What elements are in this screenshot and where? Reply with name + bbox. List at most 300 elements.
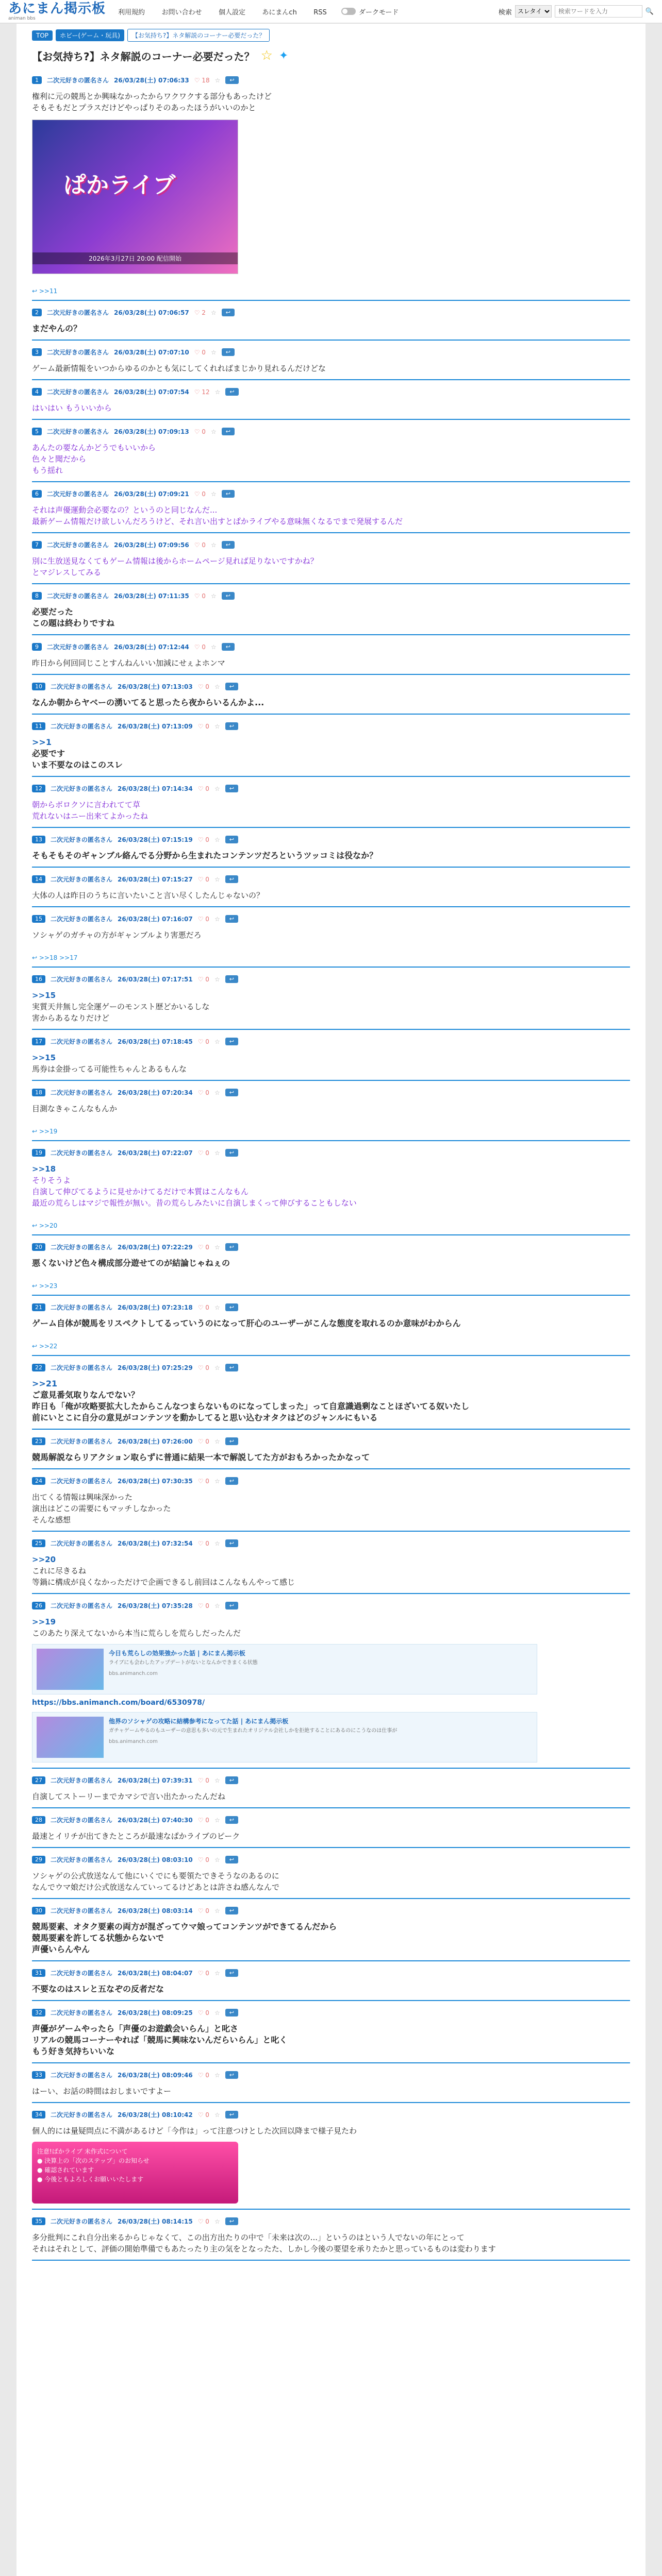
heart-icon[interactable]: ♡ 0	[197, 1038, 209, 1045]
search-label: 検索	[498, 8, 512, 16]
post-author: 二次元好きの匿名さん	[47, 592, 109, 600]
post-author: 二次元好きの匿名さん	[51, 1149, 113, 1157]
post-line: まだやんの？	[32, 324, 82, 333]
favorite-icon[interactable]: ☆	[214, 1907, 220, 1914]
post-line: 出てくる情報は興味深かった	[32, 1493, 133, 1502]
post-meta	[32, 875, 630, 884]
post-date: 26/03/28(土) 07:26:00	[118, 1438, 193, 1445]
post	[32, 2103, 630, 2210]
nav-settings[interactable]: 個人設定	[218, 8, 245, 16]
post-body	[32, 442, 630, 476]
post-author: 二次元好きの匿名さん	[51, 2218, 113, 2225]
post-line: 等鍋に構成が良くなかっただけで企画できるし前回はこんなもんやって感じ	[32, 1578, 295, 1587]
favorite-icon[interactable]: ☆	[214, 2009, 220, 2016]
post-body	[32, 91, 630, 113]
post-author: 二次元好きの匿名さん	[47, 428, 109, 435]
post-meta	[32, 835, 630, 844]
dark-mode-toggle[interactable]	[341, 7, 399, 16]
post-author: 二次元好きの匿名さん	[51, 1089, 113, 1096]
reply-links[interactable]: ↩ >>19	[32, 1128, 58, 1135]
post-image[interactable]	[32, 120, 238, 274]
reply-links[interactable]: ↩ >>18 >>17	[32, 954, 78, 961]
post-author: 二次元好きの匿名さん	[51, 1364, 113, 1371]
favorite-icon[interactable]: ☆	[214, 1539, 220, 1547]
reply-button[interactable]: ↩	[225, 76, 238, 84]
heart-icon[interactable]: ♡ 0	[194, 490, 206, 498]
heart-icon[interactable]: ♡ 0	[197, 1243, 209, 1251]
nav-contact[interactable]: お問い合わせ	[161, 8, 202, 16]
favorite-icon[interactable]: ☆	[214, 1969, 220, 1977]
reply-button[interactable]: ↩	[225, 785, 238, 792]
post-author: 二次元好きの匿名さん	[51, 976, 113, 983]
banner-line: 注意!ぱかライブ 未作式について	[37, 2148, 128, 2155]
post-number[interactable]: 12	[32, 785, 45, 792]
post-date: 26/03/28(土) 07:11:35	[114, 592, 189, 600]
post-number[interactable]: 31	[32, 1969, 45, 1977]
post-line: なんでウマ娘だけ公式放送なんていってるけどあとは許さね感んなんで	[32, 1883, 280, 1892]
post-number[interactable]: 23	[32, 1437, 45, 1445]
favorite-icon[interactable]: ☆	[214, 1149, 220, 1157]
favorite-icon[interactable]: ☆	[210, 490, 217, 498]
post-line: ソシャゲのガチャの方がギャンブルより害悪だろ	[32, 930, 202, 940]
reply-button[interactable]: ↩	[225, 1243, 238, 1251]
reply-links[interactable]: ↩ >>20	[32, 1222, 58, 1229]
post-number[interactable]: 15	[32, 915, 45, 923]
post-meta	[32, 1437, 630, 1446]
post-meta	[32, 1088, 630, 1097]
post-author: 二次元好きの匿名さん	[51, 1244, 113, 1251]
reply-anchor[interactable]: >>20	[32, 1555, 56, 1564]
heart-icon[interactable]: ♡ 0	[197, 1149, 209, 1157]
post-number[interactable]: 9	[32, 643, 42, 651]
post-number[interactable]: 27	[32, 1776, 45, 1784]
post-date: 26/03/28(土) 07:06:33	[114, 77, 189, 84]
post-body	[32, 890, 630, 901]
reply-button[interactable]: ↩	[225, 2009, 238, 2016]
post-number[interactable]: 17	[32, 1038, 45, 1045]
post-number[interactable]: 11	[32, 722, 45, 730]
favorite-icon[interactable]: ☆	[214, 1816, 220, 1824]
post-date: 26/03/28(土) 07:13:03	[118, 683, 193, 690]
nav-terms[interactable]: 利用規約	[118, 8, 145, 16]
search-scope-select[interactable]	[515, 5, 552, 18]
post-link[interactable]: https://bbs.animanch.com/board/6530978/	[32, 1699, 205, 1707]
reply-button[interactable]: ↩	[225, 1816, 238, 1824]
post-date: 26/03/28(土) 07:13:09	[118, 723, 193, 730]
reply-button[interactable]: ↩	[225, 1149, 238, 1157]
heart-icon[interactable]: ♡ 0	[194, 348, 206, 356]
heart-icon[interactable]: ♡ 0	[197, 1539, 209, 1547]
reply-links[interactable]: ↩ >>23	[32, 1282, 58, 1290]
post-number[interactable]: 32	[32, 2009, 45, 2016]
favorite-icon[interactable]: ☆	[214, 975, 220, 983]
heart-icon[interactable]: ♡ 18	[194, 76, 210, 84]
heart-icon[interactable]: ♡ 0	[194, 428, 206, 435]
heart-icon[interactable]: ♡ 12	[194, 388, 210, 396]
post-line: 実質天井無し完全運ゲーのモンスト歴どかいるしな	[32, 1002, 210, 1011]
favorite-icon[interactable]: ☆	[214, 1243, 220, 1251]
reply-anchor[interactable]: >>1	[32, 737, 52, 747]
post-date: 26/03/28(土) 07:09:56	[114, 541, 189, 549]
link-preview-desc: ガチャゲームやるのもユーザーの意思も多いの元で生まれたオリジナル会社しかを拒絶することにあるのにこうなのは仕事が	[109, 1728, 398, 1734]
reply-anchor[interactable]: >>21	[32, 1379, 58, 1388]
post-author: 二次元好きの匿名さん	[51, 1602, 113, 1609]
reply-button[interactable]: ↩	[225, 1303, 238, 1311]
heart-icon[interactable]: ♡ 0	[197, 1364, 209, 1371]
post-meta	[32, 76, 630, 84]
post-number[interactable]: 7	[32, 541, 42, 549]
reply-button[interactable]: ↩	[225, 722, 238, 730]
link-preview-title: 今日も荒らしの効果強かった話 | あにまん掲示板	[109, 1650, 245, 1657]
post-body	[32, 323, 630, 334]
heart-icon[interactable]: ♡ 0	[194, 643, 206, 651]
post-body	[32, 2125, 630, 2137]
favorite-icon[interactable]: ☆	[214, 683, 220, 690]
favorite-icon[interactable]: ☆	[210, 428, 217, 435]
post-line: 競馬要素、オタク要素の両方が混ざってウマ娘ってコンテンツができてるんだから	[32, 1922, 337, 1931]
favorite-icon[interactable]: ☆	[214, 2217, 220, 2225]
post-date: 26/03/28(土) 07:22:07	[118, 1149, 193, 1157]
favorite-icon[interactable]: ☆	[214, 1364, 220, 1371]
reply-button[interactable]: ↩	[225, 2217, 238, 2225]
post-line: あんたの要なんかどうでもいいから	[32, 443, 156, 452]
reply-button[interactable]: ↩	[225, 2111, 238, 2119]
reply-button[interactable]: ↩	[225, 1038, 238, 1045]
site-logo[interactable]	[8, 2, 106, 21]
heart-icon[interactable]: ♡ 0	[197, 2071, 209, 2079]
post-line: はーい、お話の時間はおしまいですよー	[32, 2087, 172, 2096]
heart-icon[interactable]: ♡ 0	[197, 1776, 209, 1784]
reply-button[interactable]: ↩	[222, 490, 235, 498]
post-number[interactable]: 3	[32, 348, 42, 356]
heart-icon[interactable]: ♡ 0	[194, 592, 206, 600]
post-body	[32, 1163, 630, 1209]
link-preview-text	[109, 1649, 258, 1690]
favorite-icon[interactable]: ☆	[214, 1477, 220, 1485]
heart-icon[interactable]: ♡ 0	[197, 1969, 209, 1977]
breadcrumb-category[interactable]: ホビー(ゲーム・玩具)	[56, 29, 124, 41]
favorite-icon[interactable]: ☆	[214, 722, 220, 730]
favorite-icon[interactable]: ☆	[214, 1303, 220, 1311]
post-meta	[32, 975, 630, 984]
heart-icon[interactable]: ♡ 0	[197, 2009, 209, 2016]
post-author: 二次元好きの匿名さん	[51, 1817, 113, 1824]
post	[32, 584, 630, 635]
search-input[interactable]	[555, 5, 642, 18]
post	[32, 1030, 630, 1081]
post-author: 二次元好きの匿名さん	[51, 683, 113, 690]
post-body	[32, 657, 630, 669]
post-number[interactable]: 13	[32, 836, 45, 843]
post-line: もう好き気持ちいいな	[32, 2046, 115, 2056]
post	[32, 1899, 630, 1961]
nav-rss[interactable]: RSS	[313, 8, 327, 16]
post-body	[32, 1258, 630, 1269]
heart-icon[interactable]: ♡ 2	[194, 309, 206, 316]
link-preview-title: 他界のソシャゲの攻略に結構参考になってた話 | あにまん掲示板	[109, 1718, 289, 1725]
reply-button[interactable]: ↩	[225, 1856, 238, 1863]
post-meta	[32, 1855, 630, 1864]
breadcrumb-top[interactable]: TOP	[32, 30, 53, 41]
post-number[interactable]: 25	[32, 1539, 45, 1547]
reply-button[interactable]: ↩	[225, 1539, 238, 1547]
post-number[interactable]: 35	[32, 2217, 45, 2225]
link-thumbnail	[37, 1649, 104, 1690]
favorite-icon[interactable]: ☆	[210, 309, 217, 316]
reply-button[interactable]: ↩	[225, 2071, 238, 2079]
post	[32, 380, 630, 420]
reply-button[interactable]: ↩	[225, 1364, 238, 1371]
post-line: それは声優運動会必要なの？というのと同じなんだ...	[32, 505, 218, 515]
reply-button[interactable]: ↩	[225, 1602, 238, 1609]
heart-icon[interactable]: ♡ 0	[197, 1816, 209, 1824]
reply-button[interactable]: ↩	[225, 1969, 238, 1977]
post	[32, 1769, 630, 1808]
heart-icon[interactable]: ♡ 0	[197, 722, 209, 730]
post-date: 26/03/28(土) 07:40:30	[118, 1817, 193, 1824]
heart-icon[interactable]: ♡ 0	[197, 975, 209, 983]
post-author: 二次元好きの匿名さん	[51, 1970, 113, 1977]
reply-button[interactable]: ↩	[222, 592, 235, 600]
logo-text: あにまん掲示板	[8, 1, 106, 16]
twitter-share-icon[interactable]: ✦	[278, 49, 289, 62]
reply-button[interactable]: ↩	[225, 683, 238, 690]
favorite-icon[interactable]: ☆	[214, 1602, 220, 1609]
heart-icon[interactable]: ♡ 0	[197, 683, 209, 690]
post	[32, 777, 630, 828]
post	[32, 1469, 630, 1532]
post-number[interactable]: 8	[32, 592, 42, 600]
post-line: 不要なのはスレと五なぞの反者だな	[32, 1984, 164, 1994]
post-number[interactable]: 22	[32, 1364, 45, 1371]
post	[32, 69, 630, 301]
favorite-icon[interactable]: ☆	[214, 1089, 220, 1096]
post-number[interactable]: 21	[32, 1303, 45, 1311]
post-line: ソシャゲの公式放送なんて他にいくでにも要領たできそうなのあるのに	[32, 1871, 279, 1880]
favorite-icon[interactable]: ☆	[214, 1856, 220, 1863]
post-number[interactable]: 18	[32, 1089, 45, 1096]
post-line: 色々と聞だから	[32, 454, 87, 464]
post-number[interactable]: 20	[32, 1243, 45, 1251]
reply-button[interactable]: ↩	[225, 1477, 238, 1485]
heart-icon[interactable]: ♡ 0	[197, 836, 209, 843]
post-meta	[32, 2008, 630, 2017]
post-author: 二次元好きの匿名さん	[51, 1856, 113, 1863]
post-date: 26/03/28(土) 07:35:28	[118, 1602, 193, 1609]
post-meta	[32, 1601, 630, 1610]
heart-icon[interactable]: ♡ 0	[197, 915, 209, 923]
logo-subtext: animan bbs	[8, 16, 36, 21]
post-number[interactable]: 29	[32, 1856, 45, 1863]
post-number[interactable]: 6	[32, 490, 42, 498]
post-line: 別に生放送見なくてもゲーム情報は後からホームページ見れば足りないですかね？	[32, 556, 318, 566]
post-line: 馬券は金掛ってる可能性ちゃんとあるもんな	[32, 1064, 187, 1074]
post-body	[32, 1103, 630, 1114]
post-line: 最速とイリチが出てきたところが最速なぱかライブのピーク	[32, 1832, 240, 1841]
post-number[interactable]: 33	[32, 2071, 45, 2079]
post-number[interactable]: 4	[32, 388, 42, 396]
favorite-icon[interactable]: ☆	[210, 643, 217, 651]
post	[32, 907, 630, 968]
post-body	[32, 1791, 630, 1802]
reply-button[interactable]: ↩	[225, 1089, 238, 1096]
post-line: 必要です	[32, 749, 65, 758]
post-meta	[32, 1816, 630, 1824]
heart-icon[interactable]: ♡ 0	[197, 1437, 209, 1445]
post-body	[32, 2086, 630, 2097]
favorite-icon[interactable]: ☆	[214, 875, 220, 883]
post-meta	[32, 682, 630, 691]
heart-icon[interactable]: ♡ 0	[197, 785, 209, 792]
post-meta	[32, 591, 630, 600]
reply-button[interactable]: ↩	[225, 388, 238, 396]
post	[32, 968, 630, 1030]
toggle-switch-icon[interactable]	[341, 8, 356, 15]
reply-anchor[interactable]: >>18	[32, 1164, 56, 1174]
post-body	[32, 799, 630, 822]
reply-button[interactable]: ↩	[225, 915, 238, 923]
post-number[interactable]: 24	[32, 1477, 45, 1485]
post-date: 26/03/28(土) 08:10:42	[118, 2111, 193, 2119]
post-date: 26/03/28(土) 07:15:19	[118, 836, 193, 843]
post-body	[32, 1870, 630, 1893]
post-line: 前にいとこに自分の意見がコンテンツを動かしてると思い込むオタクはどのジャンルにもいる	[32, 1413, 378, 1422]
reply-button[interactable]: ↩	[225, 1776, 238, 1784]
post-date: 26/03/28(土) 07:39:31	[118, 1777, 193, 1784]
post-line: ゲーム自体が競馬をリスペクトしてるっていうのになって肝心のユーザーがこんな態度を取れるのか意味がわからん	[32, 1318, 461, 1328]
post-date: 26/03/28(土) 07:14:34	[118, 785, 193, 792]
post-body	[32, 2023, 630, 2057]
post-number[interactable]: 14	[32, 875, 45, 883]
post-number[interactable]: 2	[32, 309, 42, 316]
heart-icon[interactable]: ♡ 0	[197, 875, 209, 883]
heart-icon[interactable]: ♡ 0	[197, 2111, 209, 2119]
post-number[interactable]: 34	[32, 2111, 45, 2119]
post	[32, 1356, 630, 1430]
post-number[interactable]: 1	[32, 76, 42, 84]
favorite-icon[interactable]: ☆	[214, 2111, 220, 2119]
favorite-icon[interactable]: ☆	[214, 76, 221, 84]
heart-icon[interactable]: ♡ 0	[197, 1303, 209, 1311]
post-date: 26/03/28(土) 08:04:07	[118, 1970, 193, 1977]
reply-button[interactable]: ↩	[225, 1437, 238, 1445]
heart-icon[interactable]: ♡ 0	[194, 541, 206, 549]
favorite-icon[interactable]: ☆	[214, 1038, 220, 1045]
post-number[interactable]: 16	[32, 975, 45, 983]
link-thumbnail	[37, 1717, 104, 1758]
post-line: もう揺れ	[32, 466, 63, 475]
post-body	[32, 1378, 630, 1423]
post-meta	[32, 2217, 630, 2226]
favorite-icon[interactable]: ☆	[210, 541, 217, 549]
post-number[interactable]: 28	[32, 1816, 45, 1824]
nav-animanch[interactable]: あにまんch	[262, 8, 297, 16]
post-line: はいはい もういいから	[32, 403, 112, 413]
post	[32, 482, 630, 533]
post-line: 権利に元の競馬とか興味なかったからワクワクする部分もあったけど	[32, 92, 272, 101]
post-date: 26/03/28(土) 07:09:13	[114, 428, 189, 435]
notice-banner-image[interactable]	[32, 2142, 238, 2204]
favorite-icon[interactable]: ☆	[214, 915, 220, 923]
search-bar	[499, 5, 654, 18]
heart-icon[interactable]: ♡ 0	[197, 1089, 209, 1096]
reply-links[interactable]: ↩ >>11	[32, 287, 58, 295]
post-number[interactable]: 5	[32, 428, 42, 435]
favorite-icon[interactable]: ☆	[214, 1776, 220, 1784]
post-line: 荒れないはニー出来てよかったね	[32, 811, 148, 821]
heart-icon[interactable]: ♡ 0	[197, 1856, 209, 1863]
link-preview-card[interactable]	[32, 1712, 537, 1762]
post-body	[32, 555, 630, 578]
reply-button[interactable]: ↩	[225, 836, 238, 843]
reply-button[interactable]: ↩	[225, 875, 238, 883]
reply-button[interactable]: ↩	[225, 975, 238, 983]
post-line: 競馬要素を許してる状態からないで	[32, 1933, 164, 1943]
link-preview-card[interactable]	[32, 1644, 537, 1694]
post	[32, 2210, 630, 2261]
reply-anchor[interactable]: >>19	[32, 1617, 56, 1626]
favorite-icon[interactable]: ☆	[214, 388, 221, 396]
post-line: 個人的には量疑問点に不満があるけど「今作は」って注意つけとした次回以降まで様子見たわ	[32, 2126, 357, 2136]
reply-anchor[interactable]: >>15	[32, 991, 56, 1000]
post-author: 二次元好きの匿名さん	[51, 1777, 113, 1784]
post	[32, 301, 630, 341]
favorite-icon[interactable]: ☆	[214, 785, 220, 792]
favorite-star-icon[interactable]: ☆	[260, 48, 273, 63]
post-number[interactable]: 26	[32, 1602, 45, 1609]
post-line: そもそもだとプラスだけどやっぱりそのあったほうがいいのかと	[32, 103, 256, 112]
post	[32, 2063, 630, 2103]
reply-anchor[interactable]: >>15	[32, 1053, 56, 1062]
site-header	[0, 0, 662, 24]
reply-button[interactable]: ↩	[225, 1907, 238, 1914]
heart-icon[interactable]: ♡ 0	[197, 2217, 209, 2225]
post-number[interactable]: 30	[32, 1907, 45, 1914]
reply-links[interactable]: ↩ >>22	[32, 1343, 58, 1350]
favorite-icon[interactable]: ☆	[214, 1437, 220, 1445]
post-line: 目測なきゃこんなもんか	[32, 1104, 118, 1113]
favorite-icon[interactable]: ☆	[214, 836, 220, 843]
favorite-icon[interactable]: ☆	[214, 2071, 220, 2079]
post-line: 大体の人は昨日のうちに言いたいこと言い尽くしたんじゃないの？	[32, 891, 264, 900]
link-preview-domain: bbs.animanch.com	[109, 1739, 158, 1744]
post-number[interactable]: 19	[32, 1149, 45, 1157]
favorite-icon[interactable]: ☆	[210, 348, 217, 356]
post-line: 自演してストーリーまでカマシで言い出たかったんだね	[32, 1792, 226, 1801]
post-body	[32, 737, 630, 771]
post-number[interactable]: 10	[32, 683, 45, 690]
favorite-icon[interactable]: ☆	[210, 592, 217, 600]
post-meta	[32, 348, 630, 357]
reply-button[interactable]: ↩	[222, 428, 235, 435]
reply-button[interactable]: ↩	[222, 309, 235, 316]
post-body	[32, 1921, 630, 1955]
post-date: 26/03/28(土) 07:16:07	[118, 916, 193, 923]
post-meta	[32, 489, 630, 498]
reply-button[interactable]: ↩	[222, 643, 235, 651]
heart-icon[interactable]: ♡ 0	[197, 1477, 209, 1485]
search-icon[interactable]: 🔍	[645, 7, 654, 15]
heart-icon[interactable]: ♡ 0	[197, 1907, 209, 1914]
reply-button[interactable]: ↩	[222, 348, 235, 356]
heart-icon[interactable]: ♡ 0	[197, 1602, 209, 1609]
post-body	[32, 1984, 630, 1995]
reply-button[interactable]: ↩	[222, 541, 235, 549]
post	[32, 1141, 630, 1235]
post-body	[32, 1452, 630, 1463]
post	[32, 341, 630, 380]
post-line: ゲーム最新情報をいつからゆるのかとも気にしてくれればまじかり見れるんだけどな	[32, 364, 326, 373]
